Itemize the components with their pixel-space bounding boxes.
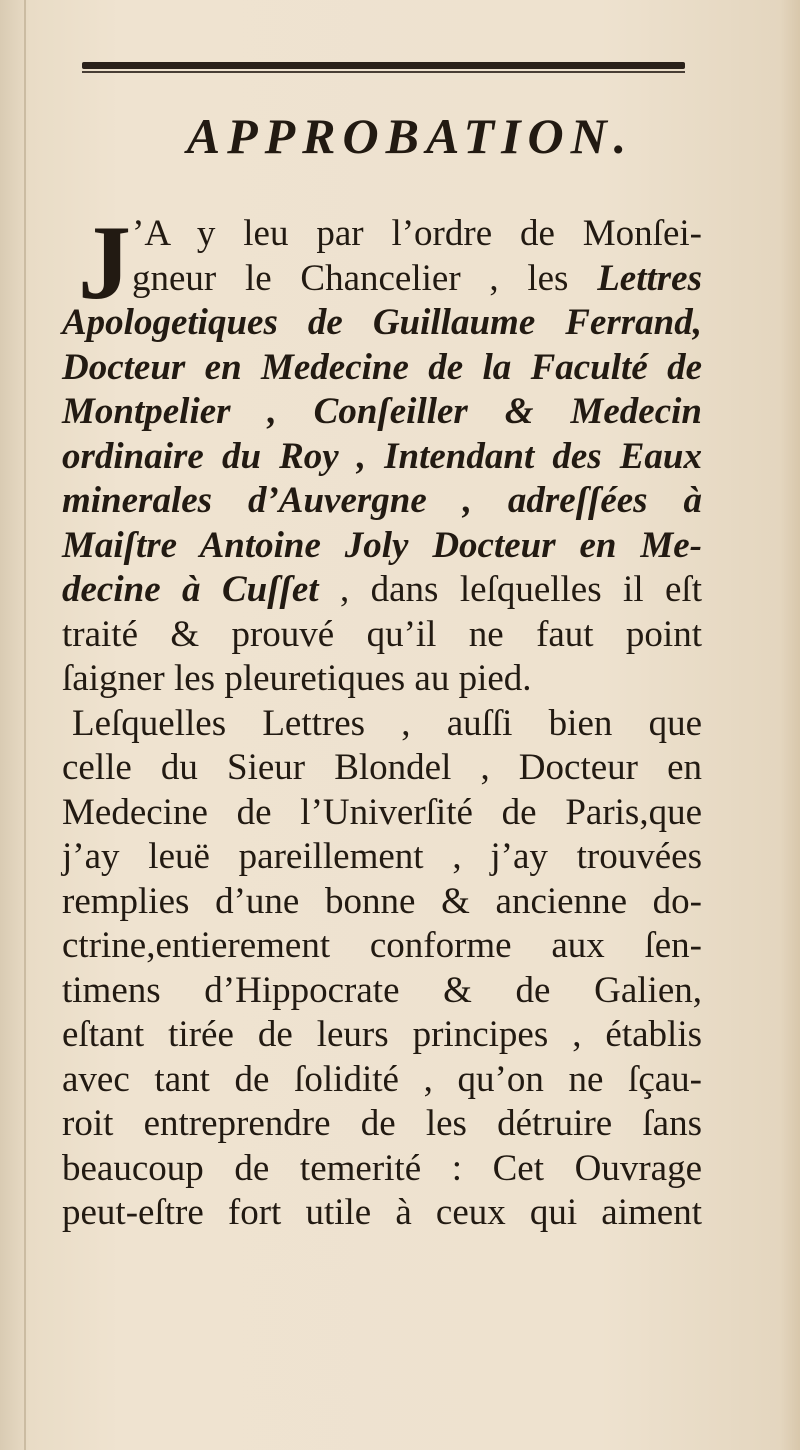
- text-line: remplies d’une bonne & ancienne do-: [62, 880, 702, 922]
- text-line: [62, 568, 702, 613]
- approbation-text: [62, 204, 702, 1236]
- italic-segment: decine à Cuſſet: [62, 569, 319, 610]
- text-segment: , dans leſquelles il eſt: [318, 569, 702, 610]
- text-line: Leſquelles Lettres , auſſi bien que: [72, 702, 702, 744]
- text-line: beaucoup de temerité : Cet Ouvrage: [62, 1147, 702, 1189]
- text-line: peut-eſtre fort utile à ceux qui aiment: [62, 1192, 702, 1233]
- text-line: ctrine,entierement conforme aux ſen-: [62, 925, 702, 966]
- text-line: minerales d’Auvergne , adreſſées à: [62, 480, 702, 521]
- text-line: Maiſtre Antoine Joly Docteur en Me-: [62, 524, 702, 566]
- text-line: timens d’Hippocrate & de Galien,: [62, 969, 702, 1011]
- text-line: Docteur en Medecine de la Faculté de: [62, 346, 702, 388]
- text-line: Apologetiques de Guillaume Ferrand,: [62, 302, 702, 343]
- text-line: celle du Sieur Blondel , Docteur en: [62, 747, 702, 788]
- text-line: eſtant tirée de leurs principes , établis: [62, 1014, 702, 1055]
- text-line: Montpelier , Conſeiller & Medecin: [62, 391, 702, 432]
- drop-cap: J: [78, 204, 131, 321]
- text-line: j’ay leuë pareillement , j’ay trouvées: [62, 836, 702, 877]
- page-gutter: [24, 0, 26, 1450]
- text-line: ſaigner les pleuretiques au pied.: [62, 658, 532, 699]
- page-title: APPROBATION.: [186, 108, 634, 164]
- text-line: [62, 257, 702, 302]
- text-line: Medecine de l’Univerſité de Paris,que: [62, 791, 702, 833]
- text-segment: gneur le Chancelier , les: [132, 257, 598, 299]
- text-line: roit entreprendre de les détruire ſans: [62, 1103, 702, 1144]
- italic-segment: Lettres: [597, 257, 702, 299]
- text-line: ’A y leu par l’ordre de Monſei-: [132, 213, 702, 254]
- text-line: avec tant de ſolidité , qu’on ne ſçau-: [62, 1058, 702, 1100]
- header-rule: [82, 62, 685, 69]
- text-line: ordinaire du Roy , Intendant des Eaux: [62, 435, 702, 477]
- text-line: traité & prouvé qu’il ne faut point: [62, 613, 702, 655]
